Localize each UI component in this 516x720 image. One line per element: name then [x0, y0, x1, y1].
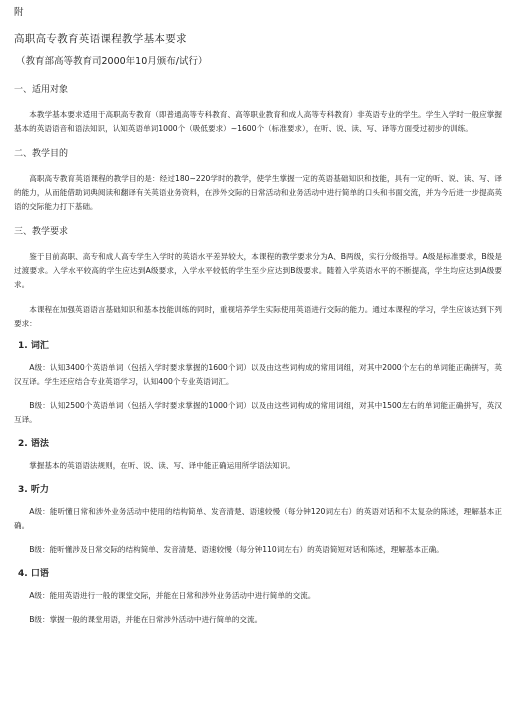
subsection-title-vocabulary: 1. 词汇	[18, 341, 49, 351]
section-paragraph: 本课程在加强英语语言基础知识和基本技能训练的同时，重视培养学生实际使用英语进行交际的能力。通过本课程的学习，学生应该达到下列要求：	[14, 305, 502, 328]
section-paragraph: 鉴于目前高职、高专和成人高专学生入学时的英语水平差异较大，本课程的教学要求分为A、B两级，实行分级指导。A级是标准要求，B级是过渡要求。入学水平较高的学生应达到A级要求，入学水平较低的学生至少应达到B级要求。随着入学英语水平的不断提高，学生均应达到A级要求。	[14, 252, 502, 289]
subsection-title-listening: 3. 听力	[18, 485, 49, 495]
document-title: 高职高专教育英语课程教学基本要求	[14, 33, 187, 45]
section-heading-requirements: 三、教学要求	[14, 227, 69, 237]
document-subtitle: （教育部高等教育司2000年10月颁布/试行）	[16, 56, 208, 67]
section-paragraph: 高职高专教育英语课程的教学目的是：经过180~220学时的教学，使学生掌握一定的英语基础知识和技能，具有一定的听、说、读、写、译的能力，从而能借助词典阅读和翻译有关英语业务资料，在涉外交际的日常活动和业务活动中进行简单的口头和书面交流，并为今后进一步提高英语的交际能力打下基础。	[14, 174, 502, 211]
subsection-title-grammar: 2. 语法	[18, 439, 49, 449]
appendix-label: 附	[14, 7, 24, 18]
section-heading-target: 一、适用对象	[14, 85, 69, 95]
requirement-item: 掌握基本的英语语法规则，在听、说、读、写、译中能正确运用所学语法知识。	[29, 461, 295, 470]
requirement-item: B级：能听懂涉及日常交际的结构简单、发音清楚、语速较慢（每分钟110词左右）的英语简短对话和陈述，理解基本正确。	[29, 545, 444, 554]
section-heading-purpose: 二、教学目的	[14, 149, 69, 159]
requirement-item: B级：认知2500个英语单词（包括入学时要求掌握的1000个词）以及由这些词构成的常用词组，对其中1500左右的单词能正确拼写，英汉互译。	[14, 401, 502, 424]
requirement-item: B级：掌握一般的课堂用语，并能在日常涉外活动中进行简单的交流。	[29, 615, 263, 624]
requirement-item: A级：能用英语进行一般的课堂交际，并能在日常和涉外业务活动中进行简单的交流。	[29, 591, 316, 600]
subsection-title-speaking: 4. 口语	[18, 569, 49, 579]
requirement-item: A级：认知3400个英语单词（包括入学时要求掌握的1600个词）以及由这些词构成的常用词组，对其中2000个左右的单词能正确拼写，英汉互译。学生还应结合专业英语学习，认知400个专业英语词汇。	[14, 363, 502, 386]
section-paragraph: 本教学基本要求适用于高职高专教育（即普通高等专科教育、高等职业教育和成人高等专科教育）非英语专业的学生。学生入学时一般应掌握基本的英语语音和语法知识，认知英语单词1000个（吸低要求）~1600个（标准要求），在听、说、读、写、译等方面受过初步的训练。	[14, 110, 502, 133]
requirement-item: A级：能听懂日常和涉外业务活动中使用的结构简单、发音清楚、语速较慢（每分钟120词左右）的英语对话和不太复杂的陈述，理解基本正确。	[14, 507, 502, 530]
